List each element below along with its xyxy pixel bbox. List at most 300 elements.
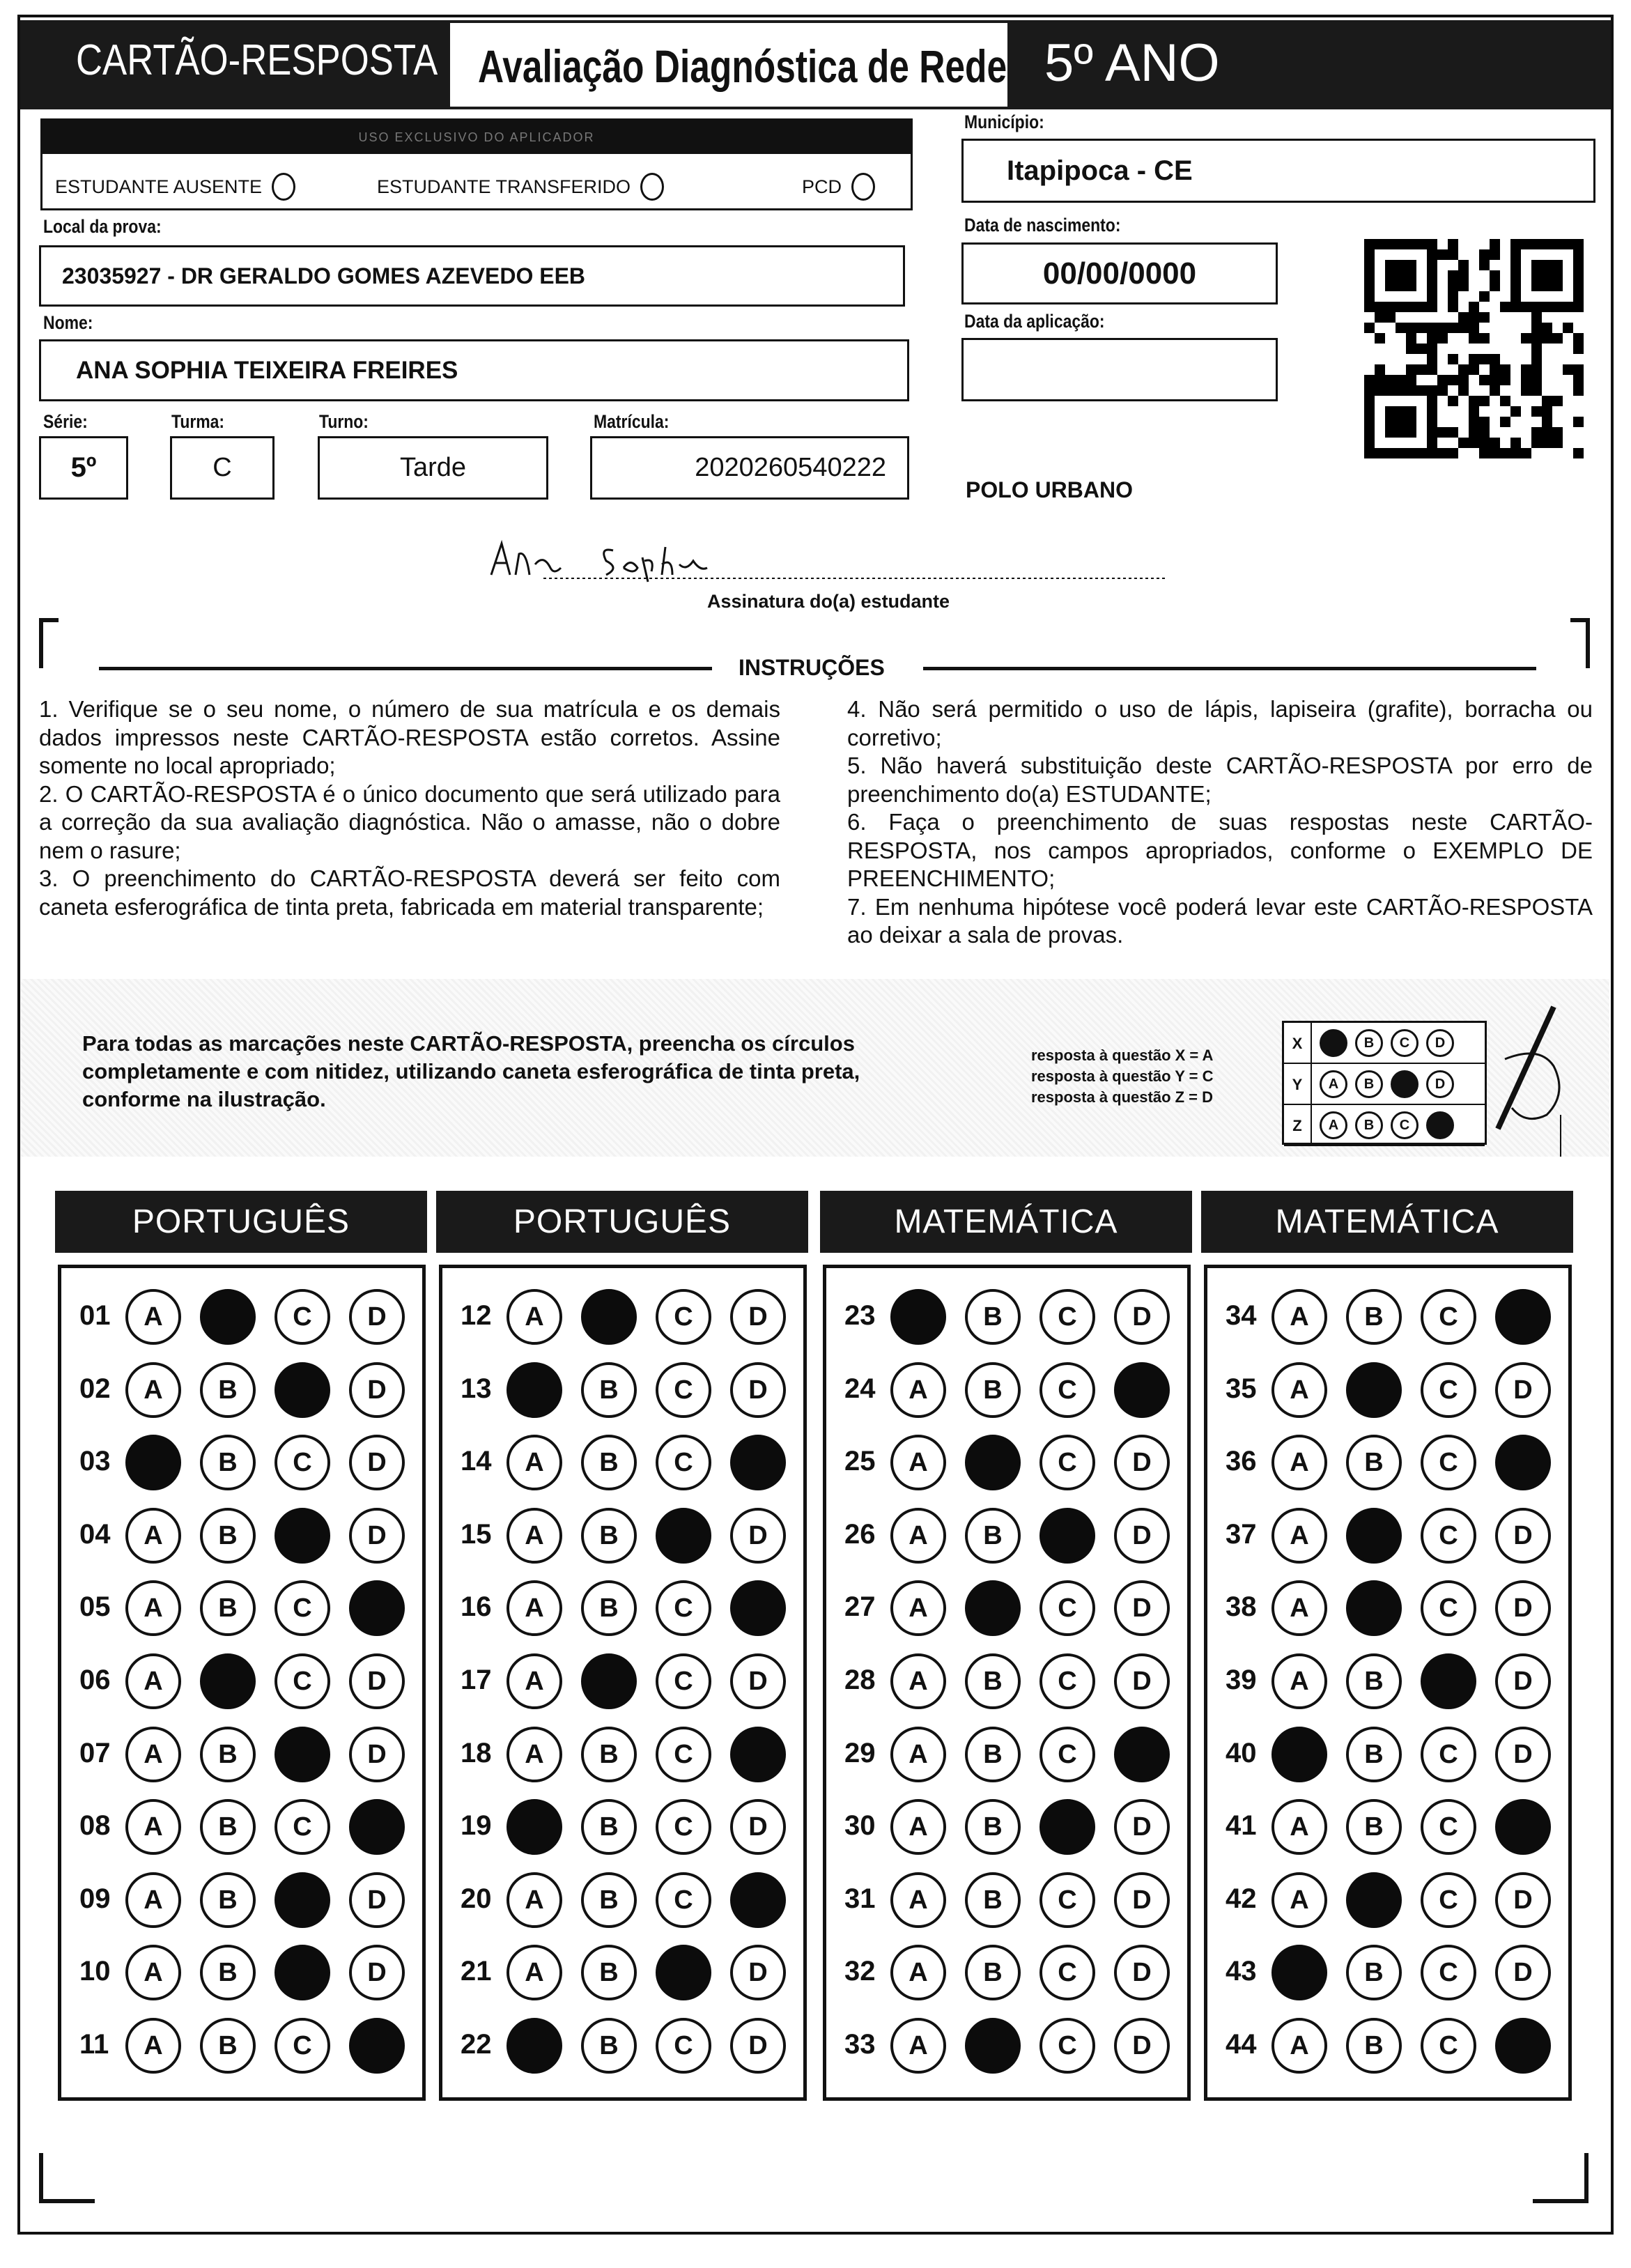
answer-bubble-c[interactable] xyxy=(1039,1799,1095,1855)
answer-bubble-c[interactable]: C xyxy=(1421,1435,1476,1490)
nascimento-field xyxy=(961,242,1278,304)
answer-bubble-d[interactable]: D xyxy=(730,1289,786,1345)
answer-bubble-c[interactable]: C xyxy=(275,1580,330,1636)
question-row xyxy=(61,1362,422,1418)
pcd-bubble[interactable] xyxy=(851,173,875,201)
answer-bubble-b[interactable]: B xyxy=(581,1799,637,1855)
transferred-option[interactable] xyxy=(377,173,664,201)
question-number: 10 xyxy=(79,1956,111,1987)
answer-bubble-c[interactable] xyxy=(275,1727,330,1782)
answer-bubble-b[interactable]: B xyxy=(581,1508,637,1564)
question-row xyxy=(442,1580,803,1636)
answer-bubble-d[interactable]: D xyxy=(730,1945,786,2000)
answer-bubble-d[interactable]: D xyxy=(1495,1580,1551,1636)
question-row xyxy=(1207,1289,1568,1345)
example-bubble xyxy=(1426,1111,1454,1139)
question-number: 40 xyxy=(1226,1737,1257,1768)
turno-value: Tarde xyxy=(399,453,467,482)
answer-bubble-b[interactable]: B xyxy=(200,2018,256,2074)
question-row xyxy=(826,1508,1187,1564)
example-bubble: C xyxy=(1391,1111,1419,1139)
answer-bubble-c[interactable]: C xyxy=(1421,1727,1476,1782)
question-row xyxy=(442,1435,803,1490)
question-row xyxy=(1207,2018,1568,2074)
answer-bubble-b[interactable]: B xyxy=(581,1727,637,1782)
question-number: 07 xyxy=(79,1737,111,1768)
answer-bubble-a[interactable]: A xyxy=(125,1289,181,1345)
answer-bubble-c[interactable]: C xyxy=(656,1653,711,1709)
answer-bubble-d[interactable]: D xyxy=(730,1362,786,1418)
question-number: 11 xyxy=(79,2029,109,2060)
answer-bubble-a[interactable]: A xyxy=(890,1362,946,1418)
answer-bubble-a[interactable]: A xyxy=(125,1653,181,1709)
answer-bubble-b[interactable] xyxy=(1346,1872,1402,1928)
answer-bubble-d[interactable]: D xyxy=(1495,1945,1551,2000)
polo-label: POLO URBANO xyxy=(966,477,1133,502)
question-row xyxy=(826,1799,1187,1855)
answer-bubble-a[interactable] xyxy=(1271,1727,1327,1782)
answer-bubble-a[interactable]: A xyxy=(890,1799,946,1855)
answer-bubble-a[interactable] xyxy=(1271,1945,1327,2000)
answer-bubble-a[interactable]: A xyxy=(125,1580,181,1636)
answer-bubble-c[interactable]: C xyxy=(1039,1289,1095,1345)
answer-bubble-c[interactable]: C xyxy=(1421,1508,1476,1564)
question-number: 12 xyxy=(461,1300,492,1331)
answer-bubble-d[interactable] xyxy=(730,1727,786,1782)
answer-bubble-a[interactable]: A xyxy=(125,1508,181,1564)
answer-bubble-d[interactable] xyxy=(1495,1435,1551,1490)
question-number: 41 xyxy=(1226,1810,1257,1842)
question-number: 14 xyxy=(461,1446,492,1477)
answer-bubble-b[interactable]: B xyxy=(200,1727,256,1782)
nascimento-label: Data de nascimento: xyxy=(964,215,1121,236)
answer-bubble-b[interactable]: B xyxy=(200,1580,256,1636)
answer-bubble-b[interactable]: B xyxy=(200,1362,256,1418)
question-number: 32 xyxy=(844,1956,876,1987)
answer-bubble-d[interactable]: D xyxy=(730,2018,786,2074)
qr-code xyxy=(1364,238,1584,459)
answer-bubble-c[interactable]: C xyxy=(656,1872,711,1928)
answer-bubble-c[interactable]: C xyxy=(1421,1945,1476,2000)
answer-bubble-c[interactable]: C xyxy=(1421,2018,1476,2074)
answer-bubble-c[interactable]: C xyxy=(1039,1945,1095,2000)
answer-bubble-d[interactable]: D xyxy=(1495,1653,1551,1709)
answer-bubble-b[interactable]: B xyxy=(200,1508,256,1564)
answer-bubble-c[interactable]: C xyxy=(1039,1580,1095,1636)
answer-bubble-d[interactable]: D xyxy=(730,1653,786,1709)
answer-bubble-a[interactable] xyxy=(507,2018,562,2074)
municipio-label: Município: xyxy=(964,111,1044,132)
answer-bubble-b[interactable] xyxy=(965,1580,1021,1636)
example-bubble: A xyxy=(1320,1070,1347,1098)
exam-title: Avaliação Diagnóstica de Rede xyxy=(478,40,1007,92)
answer-bubble-d[interactable]: D xyxy=(1495,1508,1551,1564)
answer-bubble-c[interactable]: C xyxy=(656,1799,711,1855)
answer-bubble-a[interactable]: A xyxy=(890,1727,946,1782)
turno-label: Turno: xyxy=(319,411,369,432)
answer-bubble-d[interactable]: D xyxy=(730,1508,786,1564)
answer-bubble-c[interactable] xyxy=(656,1945,711,2000)
answer-bubble-b[interactable]: B xyxy=(1346,1289,1402,1345)
answer-bubble-a[interactable]: A xyxy=(890,1872,946,1928)
answer-bubble-a[interactable]: A xyxy=(125,1362,181,1418)
answer-bubble-b[interactable]: B xyxy=(965,1872,1021,1928)
question-number: 30 xyxy=(844,1810,876,1842)
question-row xyxy=(442,1508,803,1564)
absent-bubble[interactable] xyxy=(272,173,295,201)
answer-bubble-a[interactable]: A xyxy=(890,1580,946,1636)
corner-mark-tl xyxy=(39,618,59,668)
answer-bubble-a[interactable]: A xyxy=(1271,1362,1327,1418)
answer-bubble-c[interactable]: C xyxy=(1421,1362,1476,1418)
divider xyxy=(99,667,712,670)
answer-bubble-a[interactable]: A xyxy=(890,1508,946,1564)
answer-bubble-d[interactable] xyxy=(349,1799,405,1855)
answer-bubble-c[interactable]: C xyxy=(1039,1653,1095,1709)
divider xyxy=(923,667,1536,670)
instructions-title: INSTRUÇÕES xyxy=(739,655,885,680)
question-row xyxy=(1207,1872,1568,1928)
answer-bubble-a[interactable]: A xyxy=(507,1580,562,1636)
question-row xyxy=(1207,1653,1568,1709)
answer-bubble-a[interactable]: A xyxy=(1271,1508,1327,1564)
question-row xyxy=(1207,1435,1568,1490)
aplicacao-field xyxy=(961,338,1278,401)
answer-bubble-b[interactable] xyxy=(200,1289,256,1345)
example-question: Z xyxy=(1284,1105,1312,1145)
question-number: 22 xyxy=(461,2029,492,2060)
question-number: 36 xyxy=(1226,1446,1257,1477)
answer-bubble-c[interactable] xyxy=(275,1872,330,1928)
example-row xyxy=(1284,1064,1485,1105)
answer-bubble-b[interactable]: B xyxy=(581,1435,637,1490)
question-row xyxy=(826,1653,1187,1709)
question-row xyxy=(826,1872,1187,1928)
question-number: 33 xyxy=(844,2029,876,2060)
answer-bubble-d[interactable]: D xyxy=(1114,1872,1170,1928)
question-row xyxy=(442,1945,803,2000)
answer-bubble-d[interactable] xyxy=(730,1580,786,1636)
answer-bubble-a[interactable]: A xyxy=(125,1945,181,2000)
corner-mark-tr xyxy=(1570,618,1590,668)
answer-bubble-d[interactable]: D xyxy=(1114,1289,1170,1345)
corner-mark-br xyxy=(1533,2153,1589,2203)
answer-bubble-c[interactable] xyxy=(656,1508,711,1564)
absent-option[interactable] xyxy=(55,173,295,201)
question-number: 26 xyxy=(844,1518,876,1550)
answer-bubble-b[interactable]: B xyxy=(965,1362,1021,1418)
turma-label: Turma: xyxy=(171,411,225,432)
answer-bubble-a[interactable]: A xyxy=(507,1508,562,1564)
question-number: 31 xyxy=(844,1883,876,1914)
answer-bubble-c[interactable]: C xyxy=(275,1653,330,1709)
answer-bubble-d[interactable] xyxy=(349,2018,405,2074)
answer-bubble-d[interactable]: D xyxy=(1114,1799,1170,1855)
question-number: 29 xyxy=(844,1737,876,1768)
question-row xyxy=(1207,1945,1568,2000)
example-bubble: B xyxy=(1355,1111,1383,1139)
answer-bubble-b[interactable]: B xyxy=(200,1945,256,2000)
question-number: 01 xyxy=(79,1300,111,1331)
answer-bubble-c[interactable] xyxy=(1039,1508,1095,1564)
question-number: 06 xyxy=(79,1665,111,1695)
answer-bubble-d[interactable]: D xyxy=(1114,1653,1170,1709)
corner-mark-bl xyxy=(39,2153,95,2203)
answer-bubble-d[interactable]: D xyxy=(1495,1727,1551,1782)
answer-bubble-b[interactable]: B xyxy=(965,1727,1021,1782)
answer-bubble-a[interactable]: A xyxy=(125,1799,181,1855)
example-bubble: C xyxy=(1391,1029,1419,1057)
question-number: 18 xyxy=(461,1737,492,1768)
example-bubble: A xyxy=(1320,1111,1347,1139)
applicator-bar: USO EXCLUSIVO DO APLICADOR xyxy=(42,121,911,154)
answer-bubble-a[interactable]: A xyxy=(507,1435,562,1490)
answer-bubble-c[interactable] xyxy=(275,1508,330,1564)
answer-bubble-b[interactable]: B xyxy=(965,1945,1021,2000)
nome-value: ANA SOPHIA TEIXEIRA FREIRES xyxy=(76,356,458,384)
answer-bubble-a[interactable] xyxy=(507,1362,562,1418)
answer-bubble-a[interactable]: A xyxy=(507,1653,562,1709)
answer-bubble-b[interactable]: B xyxy=(965,1799,1021,1855)
local-value: 23035927 - DR GERALDO GOMES AZEVEDO EEB xyxy=(62,263,586,288)
answer-bubble-b[interactable] xyxy=(1346,1362,1402,1418)
aplicacao-label: Data da aplicação: xyxy=(964,311,1105,332)
answer-bubble-d[interactable]: D xyxy=(349,1945,405,2000)
answer-bubble-c[interactable]: C xyxy=(1039,1727,1095,1782)
question-number: 09 xyxy=(79,1883,111,1914)
serie-label: Série: xyxy=(43,411,88,432)
question-row xyxy=(61,1945,422,2000)
answer-bubble-d[interactable] xyxy=(1114,1362,1170,1418)
answer-bubble-d[interactable]: D xyxy=(349,1508,405,1564)
answer-bubble-b[interactable]: B xyxy=(1346,1653,1402,1709)
question-row xyxy=(442,1872,803,1928)
answer-bubble-b[interactable]: B xyxy=(1346,2018,1402,2074)
question-row xyxy=(61,1289,422,1345)
example-legend xyxy=(1031,1045,1213,1108)
answer-bubble-c[interactable]: C xyxy=(656,1362,711,1418)
answer-bubble-d[interactable] xyxy=(1495,1799,1551,1855)
answer-bubble-a[interactable]: A xyxy=(1271,1653,1327,1709)
answer-bubble-d[interactable]: D xyxy=(1495,1872,1551,1928)
answer-bubble-a[interactable]: A xyxy=(1271,1799,1327,1855)
answer-bubble-a[interactable]: A xyxy=(125,1872,181,1928)
answer-bubble-d[interactable] xyxy=(349,1580,405,1636)
question-row xyxy=(61,1508,422,1564)
turma-value: C xyxy=(212,453,232,482)
answer-bubble-d[interactable]: D xyxy=(730,1799,786,1855)
answer-bubble-b[interactable]: B xyxy=(581,1362,637,1418)
nascimento-value: 00/00/0000 xyxy=(1042,256,1197,291)
answer-bubble-b[interactable]: B xyxy=(1346,1945,1402,2000)
answer-bubble-b[interactable] xyxy=(581,1289,637,1345)
answer-bubble-a[interactable]: A xyxy=(890,1435,946,1490)
answer-bubble-c[interactable] xyxy=(1421,1653,1476,1709)
answer-bubble-d[interactable] xyxy=(1495,1289,1551,1345)
answer-bubble-c[interactable]: C xyxy=(1039,2018,1095,2074)
question-number: 02 xyxy=(79,1373,111,1404)
pcd-option[interactable] xyxy=(802,173,875,201)
answer-bubble-c[interactable]: C xyxy=(656,2018,711,2074)
example-bubble xyxy=(1391,1070,1419,1098)
answer-bubble-a[interactable] xyxy=(890,1289,946,1345)
answer-bubble-c[interactable]: C xyxy=(656,1435,711,1490)
signature-drawing xyxy=(488,537,1170,589)
answer-bubble-c[interactable]: C xyxy=(656,1289,711,1345)
question-row xyxy=(442,1289,803,1345)
instructions-right: 4. Não será permitido o uso de lápis, lapiseira (grafite), borracha ou corretivo; 5. Não haverá substituição deste CARTÃO-RESPOSTA por erro de preenchimento do(a) ESTUDANTE; 6. Faça o preenchimento de suas respostas neste CARTÃO-RESPOSTA, nos campos apropriados, conforme o EXEMPLO DE PREENCHIMENTO; 7. Em nenhuma hipótese você poderá levar este CARTÃO-RESPOSTA ao deixar a sala de provas. xyxy=(847,696,1593,948)
pen-hand-icon xyxy=(1477,1003,1575,1160)
question-number: 24 xyxy=(844,1373,876,1404)
answer-bubble-c[interactable]: C xyxy=(1039,1435,1095,1490)
question-number: 44 xyxy=(1226,2029,1257,2060)
example-bubble xyxy=(1320,1029,1347,1057)
answer-bubble-a[interactable]: A xyxy=(1271,1580,1327,1636)
question-number: 04 xyxy=(79,1518,111,1550)
answer-bubble-a[interactable]: A xyxy=(507,1289,562,1345)
question-number: 35 xyxy=(1226,1373,1257,1404)
question-row xyxy=(61,2018,422,2074)
answer-bubble-a[interactable]: A xyxy=(890,1945,946,2000)
answer-bubble-c[interactable]: C xyxy=(656,1727,711,1782)
question-number: 27 xyxy=(844,1591,876,1623)
question-number: 05 xyxy=(79,1591,111,1623)
answer-bubble-b[interactable] xyxy=(965,2018,1021,2074)
answer-bubble-b[interactable] xyxy=(581,1653,637,1709)
answer-bubble-a[interactable]: A xyxy=(1271,2018,1327,2074)
answer-bubble-b[interactable] xyxy=(1346,1508,1402,1564)
exam-title-box xyxy=(447,20,1010,109)
answer-bubble-a[interactable]: A xyxy=(507,1872,562,1928)
answer-bubble-b[interactable]: B xyxy=(965,1508,1021,1564)
answer-bubble-a[interactable] xyxy=(125,1435,181,1490)
transferred-bubble[interactable] xyxy=(640,173,664,201)
answer-bubble-b[interactable]: B xyxy=(965,1289,1021,1345)
answer-bubble-d[interactable]: D xyxy=(1114,1435,1170,1490)
question-row xyxy=(442,1799,803,1855)
answer-bubble-b[interactable]: B xyxy=(581,1945,637,2000)
answer-bubble-a[interactable]: A xyxy=(507,1727,562,1782)
question-number: 08 xyxy=(79,1810,111,1842)
matricula-field xyxy=(590,436,909,500)
answer-bubble-a[interactable]: A xyxy=(1271,1435,1327,1490)
answer-bubble-b[interactable]: B xyxy=(200,1435,256,1490)
answer-bubble-d[interactable] xyxy=(1495,2018,1551,2074)
answer-bubble-d[interactable]: D xyxy=(1114,1508,1170,1564)
answer-bubble-c[interactable]: C xyxy=(1039,1362,1095,1418)
answer-block xyxy=(439,1265,807,2101)
answer-bubble-d[interactable] xyxy=(1114,1727,1170,1782)
answer-bubble-d[interactable]: D xyxy=(349,1289,405,1345)
answer-bubble-a[interactable]: A xyxy=(890,2018,946,2074)
answer-bubble-c[interactable]: C xyxy=(656,1580,711,1636)
section-header: MATEMÁTICA xyxy=(1201,1191,1573,1253)
answer-bubble-d[interactable]: D xyxy=(349,1727,405,1782)
question-number: 25 xyxy=(844,1446,876,1477)
answer-bubble-c[interactable] xyxy=(275,1362,330,1418)
turno-field xyxy=(318,436,548,500)
example-bubble: D xyxy=(1426,1029,1454,1057)
answer-bubble-d[interactable]: D xyxy=(1114,1945,1170,2000)
question-row xyxy=(61,1799,422,1855)
answer-bubble-c[interactable]: C xyxy=(1421,1799,1476,1855)
answer-bubble-b[interactable]: B xyxy=(200,1799,256,1855)
question-row xyxy=(1207,1580,1568,1636)
question-number: 15 xyxy=(461,1518,492,1550)
question-number: 34 xyxy=(1226,1300,1257,1331)
answer-bubble-d[interactable]: D xyxy=(1114,1580,1170,1636)
answer-bubble-c[interactable]: C xyxy=(275,1435,330,1490)
answer-bubble-b[interactable]: B xyxy=(1346,1727,1402,1782)
answer-block xyxy=(823,1265,1191,2101)
answer-bubble-d[interactable]: D xyxy=(349,1872,405,1928)
question-row xyxy=(61,1435,422,1490)
answer-bubble-c[interactable]: C xyxy=(1421,1580,1476,1636)
card-title: CARTÃO-RESPOSTA xyxy=(76,36,438,84)
answer-bubble-b[interactable]: B xyxy=(581,1872,637,1928)
answer-bubble-d[interactable]: D xyxy=(349,1653,405,1709)
answer-bubble-c[interactable]: C xyxy=(1421,1289,1476,1345)
answer-bubble-d[interactable]: D xyxy=(1114,2018,1170,2074)
answer-bubble-a[interactable]: A xyxy=(1271,1872,1327,1928)
question-row xyxy=(826,1945,1187,2000)
pcd-label: PCD xyxy=(802,176,842,197)
question-number: 13 xyxy=(461,1373,492,1404)
answer-bubble-b[interactable]: B xyxy=(200,1872,256,1928)
question-number: 37 xyxy=(1226,1518,1257,1550)
question-number: 21 xyxy=(461,1956,492,1987)
serie-field xyxy=(39,436,128,500)
answer-bubble-a[interactable]: A xyxy=(890,1653,946,1709)
question-number: 42 xyxy=(1226,1883,1257,1914)
answer-bubble-b[interactable]: B xyxy=(965,1653,1021,1709)
answer-bubble-a[interactable]: A xyxy=(507,1945,562,2000)
answer-bubble-c[interactable]: C xyxy=(1039,1872,1095,1928)
answer-bubble-a[interactable]: A xyxy=(125,2018,181,2074)
answer-bubble-d[interactable] xyxy=(730,1435,786,1490)
answer-bubble-b[interactable] xyxy=(965,1435,1021,1490)
answer-bubble-b[interactable]: B xyxy=(581,1580,637,1636)
answer-bubble-c[interactable]: C xyxy=(275,2018,330,2074)
answer-bubble-b[interactable] xyxy=(200,1653,256,1709)
answer-bubble-a[interactable]: A xyxy=(1271,1289,1327,1345)
answer-bubble-c[interactable]: C xyxy=(1421,1872,1476,1928)
transferred-label: ESTUDANTE TRANSFERIDO xyxy=(377,176,631,197)
answer-bubble-c[interactable]: C xyxy=(275,1799,330,1855)
answer-bubble-c[interactable] xyxy=(275,1945,330,2000)
grade-title: 5º ANO xyxy=(1044,33,1220,93)
question-row xyxy=(1207,1799,1568,1855)
answer-bubble-d[interactable] xyxy=(730,1872,786,1928)
answer-bubble-c[interactable]: C xyxy=(275,1289,330,1345)
answer-bubble-d[interactable]: D xyxy=(349,1435,405,1490)
nome-field xyxy=(39,339,909,401)
question-row xyxy=(826,1435,1187,1490)
answer-bubble-d[interactable]: D xyxy=(1495,1362,1551,1418)
answer-bubble-a[interactable] xyxy=(507,1799,562,1855)
answer-bubble-b[interactable]: B xyxy=(581,2018,637,2074)
answer-bubble-b[interactable]: B xyxy=(1346,1435,1402,1490)
answer-bubble-b[interactable]: B xyxy=(1346,1799,1402,1855)
answer-bubble-d[interactable]: D xyxy=(349,1362,405,1418)
answer-bubble-b[interactable] xyxy=(1346,1580,1402,1636)
legend-z: resposta à questão Z = D xyxy=(1031,1088,1214,1106)
matricula-value: 2020260540222 xyxy=(695,453,886,482)
example-row xyxy=(1284,1023,1485,1064)
answer-bubble-a[interactable]: A xyxy=(125,1727,181,1782)
header-bar xyxy=(20,20,1611,109)
question-row xyxy=(442,2018,803,2074)
